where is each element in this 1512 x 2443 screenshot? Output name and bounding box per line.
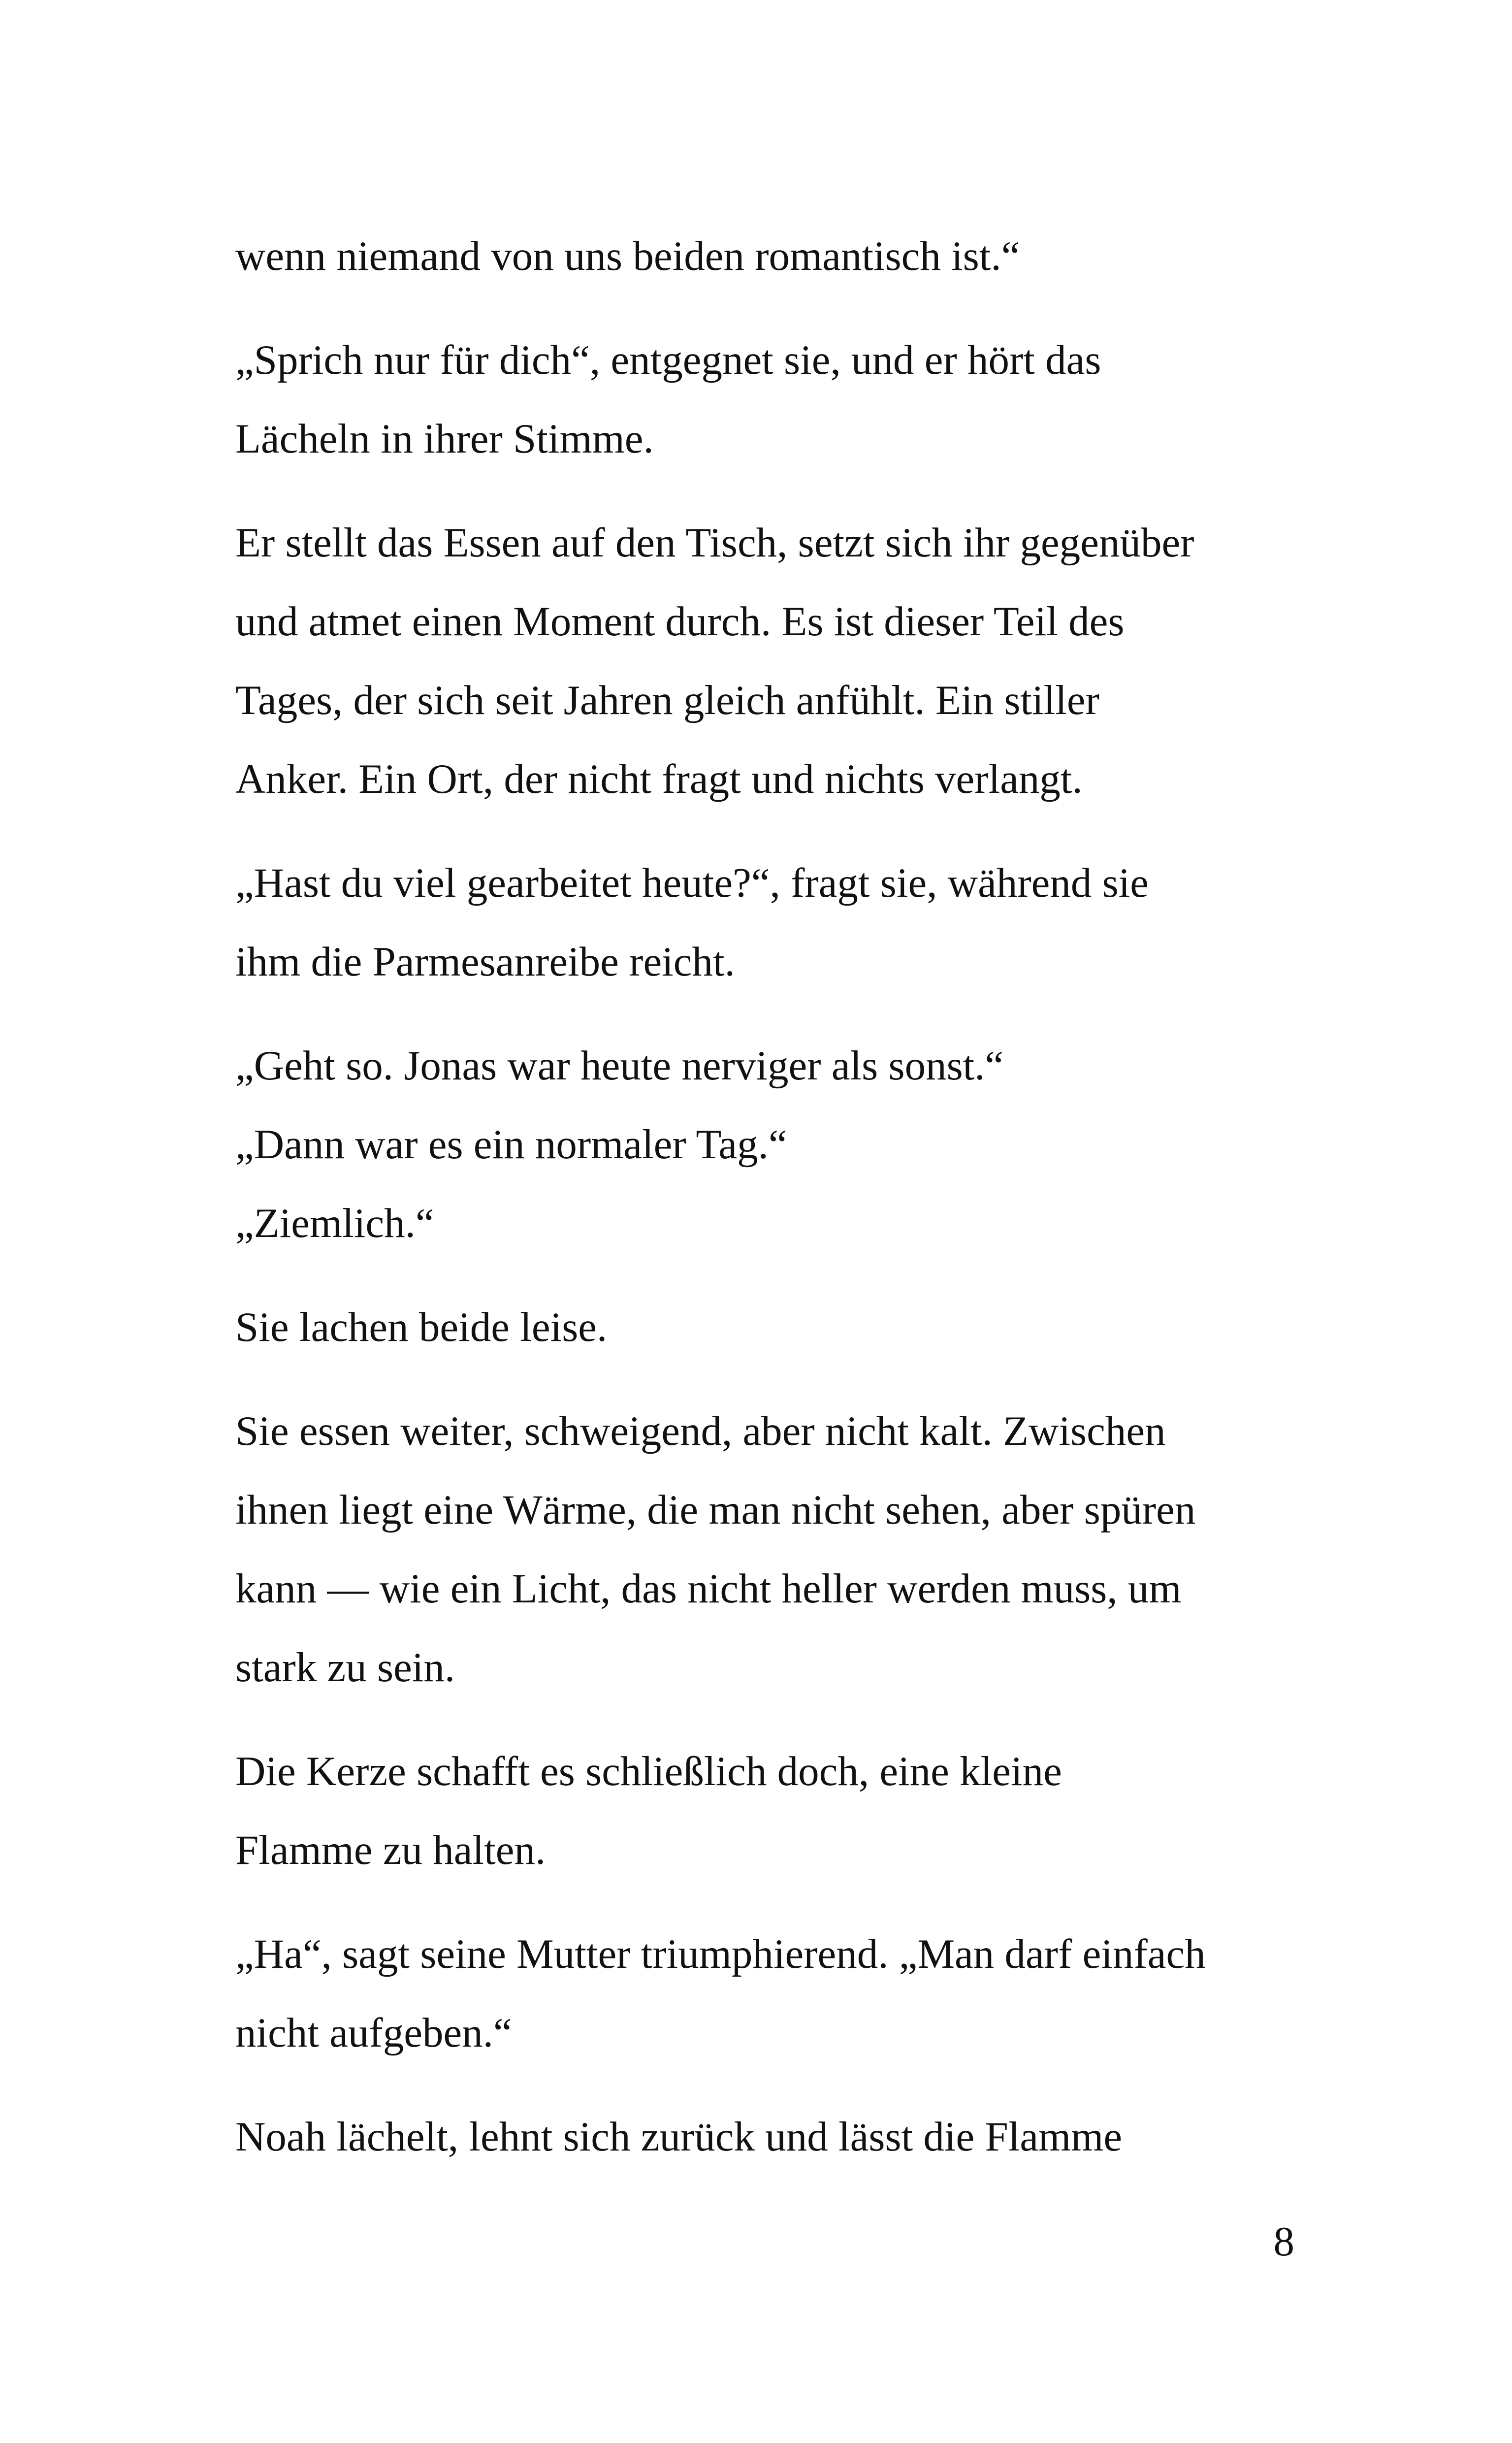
paragraph: [235, 217, 1309, 295]
text-line: stark zu sein.: [235, 1644, 455, 1691]
paragraph: [235, 2097, 1309, 2176]
text-line: „Sprich nur für dich“, entgegnet sie, und er hört das: [235, 337, 1101, 383]
paragraph: [235, 844, 1309, 1001]
text-line: Flamme zu halten.: [235, 1827, 546, 1873]
text-line: Sie essen weiter, schweigend, aber nicht kalt. Zwischen: [235, 1408, 1166, 1454]
dialogue-line: „Dann war es ein normaler Tag.“: [235, 1121, 787, 1168]
text-line: Lächeln in ihrer Stimme.: [235, 416, 654, 462]
paragraph: [235, 1732, 1309, 1889]
paragraph: [235, 503, 1309, 818]
page-number: 8: [1273, 2218, 1294, 2265]
text-line: „Hast du viel gearbeitet heute?“, fragt sie, während sie: [235, 860, 1149, 906]
text-line: nicht aufgeben.“: [235, 2010, 512, 2056]
text-line: Tages, der sich seit Jahren gleich anfühlt. Ein stiller: [235, 677, 1099, 723]
text-line: „Ha“, sagt seine Mutter triumphierend. „Man darf einfach: [235, 1931, 1206, 1977]
text-line: und atmet einen Moment durch. Es ist dieser Teil des: [235, 598, 1125, 645]
dialogue-line: „Ziemlich.“: [235, 1200, 434, 1246]
text-line: wenn niemand von uns beiden romantisch ist.“: [235, 233, 1020, 279]
text-line: Noah lächelt, lehnt sich zurück und lässt die Flamme: [235, 2114, 1123, 2160]
text-line: Sie lachen beide leise.: [235, 1304, 608, 1350]
paragraph: [235, 1392, 1309, 1707]
text-line: ihnen liegt eine Wärme, die man nicht sehen, aber spüren: [235, 1487, 1196, 1533]
paragraph: [235, 1288, 1309, 1367]
dialogue-paragraph: [235, 1026, 1309, 1263]
text-line: ihm die Parmesanreibe reicht.: [235, 939, 735, 985]
text-line: Er stellt das Essen auf den Tisch, setzt sich ihr gegenüber: [235, 520, 1194, 566]
dialogue-line: „Geht so. Jonas war heute nerviger als sonst.“: [235, 1042, 1004, 1089]
page-body-text: [235, 217, 1309, 2201]
text-line: kann — wie ein Licht, das nicht heller werden muss, um: [235, 1565, 1182, 1612]
text-line: Die Kerze schafft es schließlich doch, eine kleine: [235, 1748, 1062, 1794]
paragraph: [235, 1915, 1309, 2072]
text-line: Anker. Ein Ort, der nicht fragt und nichts verlangt.: [235, 756, 1083, 802]
paragraph: [235, 321, 1309, 478]
